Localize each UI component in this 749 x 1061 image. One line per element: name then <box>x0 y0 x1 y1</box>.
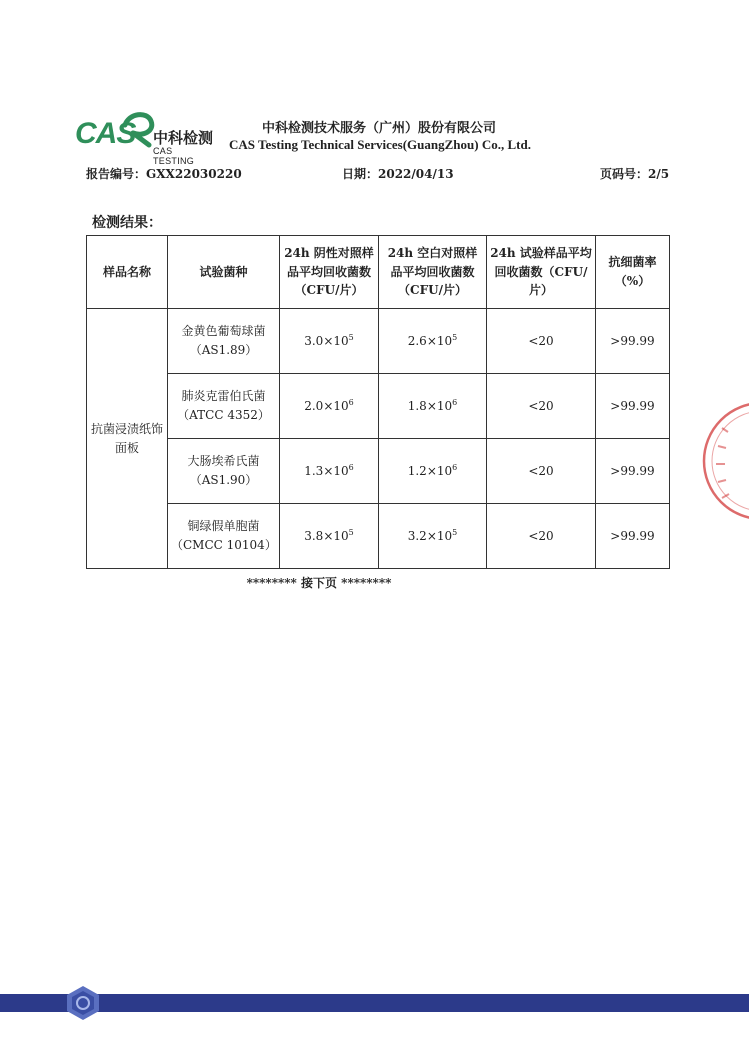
section-title: 检测结果： <box>92 215 162 231</box>
table-row <box>87 374 670 439</box>
table-row <box>87 439 670 504</box>
table-header-row <box>87 236 670 309</box>
footer-band <box>0 994 749 1012</box>
strain-id: （AS1.90） <box>189 473 258 487</box>
sample-name-cell: 抗菌浸渍纸饰面板 <box>87 309 168 569</box>
value-base: 1.3×10 <box>304 463 349 478</box>
value-exponent: 6 <box>452 397 458 407</box>
value-exponent: 6 <box>452 462 458 472</box>
test-sample-cell: <20 <box>487 504 596 569</box>
antibacterial-rate-cell: >99.99 <box>596 439 670 504</box>
negative-control-cell <box>280 504 379 569</box>
value-exponent: 6 <box>348 462 354 472</box>
negative-control-cell <box>280 439 379 504</box>
value-exponent: 5 <box>348 332 354 342</box>
value-base: 2.6×10 <box>407 333 453 348</box>
table-row <box>87 309 670 374</box>
value-base: 3.2×10 <box>407 528 453 543</box>
strain-cell <box>168 374 280 439</box>
strain-name: 铜绿假单胞菌 <box>187 519 260 534</box>
negative-control-cell <box>280 309 379 374</box>
strain-id: （AS1.89） <box>189 343 258 357</box>
antibacterial-rate-cell: >99.99 <box>596 504 670 569</box>
table-row <box>87 504 670 569</box>
strain-id: （ATCC 4352） <box>177 408 270 422</box>
logo-text: CAS <box>75 117 136 150</box>
blank-control-cell <box>379 374 487 439</box>
value-base: 2.0×10 <box>304 398 349 413</box>
strain-cell <box>168 309 280 374</box>
company-logo <box>75 111 215 166</box>
blank-control-cell <box>379 504 487 569</box>
strain-name: 肺炎克雷伯氏菌 <box>181 389 266 404</box>
value-exponent: 5 <box>452 527 458 537</box>
page-number: 页码号：2/5 <box>600 167 670 181</box>
blank-control-cell <box>379 309 487 374</box>
negative-control-cell <box>280 374 379 439</box>
report-date: 日期：2022/04/13 <box>342 167 454 181</box>
antibacterial-rate-cell: >99.99 <box>596 309 670 374</box>
strain-name: 大肠埃希氏菌 <box>187 454 260 469</box>
blank-control-cell <box>379 439 487 504</box>
company-name-english: CAS Testing Technical Services(GuangZhou) Co., Ltd. <box>229 137 531 152</box>
header-test-sample: 24h 试验样品平均回收菌数（CFU/片） <box>487 236 596 309</box>
test-sample-cell: <20 <box>487 374 596 439</box>
value-base: 1.2×10 <box>407 463 453 478</box>
footer-emblem-icon <box>66 985 100 1021</box>
logo-chinese-name: 中科检测 <box>153 129 214 147</box>
value-base: 1.8×10 <box>407 398 453 413</box>
header-negative-control: 24h 阴性对照样品平均回收菌数（CFU/片） <box>280 236 379 309</box>
strain-cell <box>168 439 280 504</box>
header-sample-name: 样品名称 <box>87 236 168 309</box>
value-exponent: 5 <box>348 527 354 537</box>
header-test-strain: 试验菌种 <box>168 236 280 309</box>
report-number: 报告编号：GXX22030220 <box>86 167 242 181</box>
results-table <box>86 235 670 569</box>
continued-next-page: ******** 接下页 ******** <box>246 576 392 590</box>
strain-name: 金黄色葡萄球菌 <box>181 324 266 339</box>
antibacterial-rate-cell: >99.99 <box>596 374 670 439</box>
value-exponent: 5 <box>452 332 458 342</box>
strain-cell <box>168 504 280 569</box>
strain-id: （CMCC 10104） <box>171 538 277 552</box>
value-base: 3.0×10 <box>304 333 349 348</box>
header-blank-control: 24h 空白对照样品平均回收菌数（CFU/片） <box>379 236 487 309</box>
seal-stamp-icon <box>700 398 749 524</box>
value-base: 3.8×10 <box>304 528 349 543</box>
test-sample-cell: <20 <box>487 309 596 374</box>
test-sample-cell: <20 <box>487 439 596 504</box>
company-name-chinese: 中科检测技术服务（广州）股份有限公司 <box>261 121 496 136</box>
header-antibacterial-rate: 抗细菌率（%） <box>596 236 670 309</box>
value-exponent: 6 <box>348 397 354 407</box>
logo-english-name: CAS TESTING <box>153 146 195 166</box>
